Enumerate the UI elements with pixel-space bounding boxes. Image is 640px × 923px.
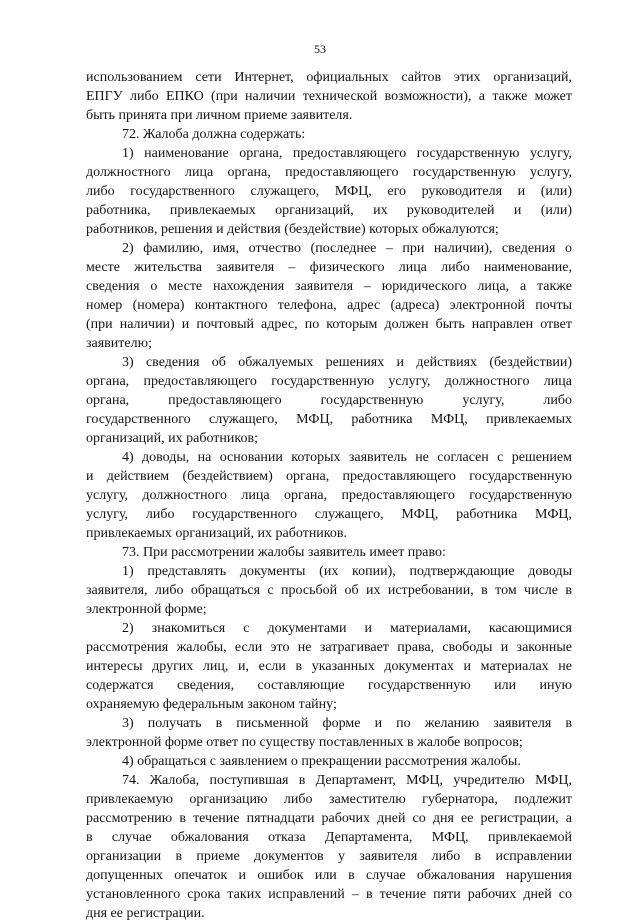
text-line: сведения о месте нахождения заявителя – юридического лица, а также — [86, 279, 572, 294]
text-line: ЕПГУ либо ЕПКО (при наличии технической возможности), а также может — [86, 89, 572, 104]
text-line: услугу, должностного лица органа, предоставляющего государственную — [86, 488, 572, 503]
text-line: работника, привлекаемых организаций, их руководителей и (или) — [86, 203, 572, 218]
text-line: номер (номера) контактного телефона, адрес (адреса) электронной почты — [86, 298, 572, 313]
text-line: органа, предоставляющего государственную услугу, либо — [86, 393, 572, 408]
text-line: работников, решения и действия (бездействие) которых обжалуются; — [86, 222, 499, 237]
text-line: рассмотрения жалобы, если это не затрагивает права, свободы и законные — [86, 640, 572, 655]
text-line: 3) сведения об обжалуемых решениях и действиях (бездействии) — [122, 355, 572, 370]
text-line: 2) знакомиться с документами и материалами, касающимися — [122, 621, 572, 636]
text-line: установленного срока таких исправлений – в течение пяти рабочих дней со — [86, 887, 572, 902]
text-line: интересы других лиц, и, если в указанных документах и материалах не — [86, 659, 572, 674]
text-line: использованием сети Интернет, официальных сайтов этих организаций, — [86, 70, 572, 85]
text-line: органа, предоставляющего государственную услугу, должностного лица — [86, 374, 572, 389]
text-line: либо государственного служащего, МФЦ, его руководителя и (или) — [86, 184, 572, 199]
text-line: рассмотрению в течение пятнадцати рабочих дней со дня ее регистрации, а — [86, 811, 572, 826]
text-line: быть принята при личном приеме заявителя. — [86, 108, 353, 123]
page-number: 53 — [314, 42, 326, 56]
text-line: 4) доводы, на основании которых заявитель не согласен с решением — [122, 450, 572, 465]
text-line: организаций, их работников; — [86, 431, 258, 446]
text-line: 74. Жалоба, поступившая в Департамент, МФЦ, учредителю МФЦ, — [122, 773, 572, 788]
text-line: электронной форме ответ по существу поставленных в жалобе вопросов; — [86, 735, 523, 750]
text-line: 4) обращаться с заявлением о прекращении рассмотрения жалобы. — [122, 754, 521, 769]
text-line: должностного лица органа, предоставляющего государственную услугу, — [86, 165, 572, 180]
text-line: допущенных опечаток и ошибок или в случае обжалования нарушения — [86, 868, 572, 883]
text-line: заявителя, либо обращаться с просьбой об их истребовании, в том числе в — [86, 583, 572, 598]
text-line: 73. При рассмотрении жалобы заявитель имеет право: — [122, 545, 446, 560]
document-body — [86, 68, 572, 923]
text-line: содержатся сведения, составляющие государственную или иную — [86, 678, 572, 693]
text-line: в случае обжалования отказа Департамента, МФЦ, привлекаемой — [86, 830, 572, 845]
text-line: заявителю; — [86, 336, 152, 351]
text-line: дня ее регистрации. — [86, 906, 205, 921]
text-line: привлекаемую организацию либо заместителю губернатора, подлежит — [86, 792, 572, 807]
text-line: 72. Жалоба должна содержать: — [122, 127, 306, 142]
text-line: привлекаемых организаций, их работников. — [86, 526, 348, 541]
text-line: охраняемую федеральным законом тайну; — [86, 697, 337, 712]
text-line: государственного служащего, МФЦ, работника МФЦ, привлекаемых — [86, 412, 572, 427]
text-line: месте жительства заявителя – физического лица либо наименование, — [86, 260, 572, 275]
text-line: услугу, либо государственного служащего, МФЦ, работника МФЦ, — [86, 507, 572, 522]
text-line: электронной форме; — [86, 602, 207, 617]
text-line: (при наличии) и почтовый адрес, по которым должен быть направлен ответ — [86, 317, 572, 332]
text-line: 2) фамилию, имя, отчество (последнее – при наличии), сведения о — [122, 241, 572, 256]
text-line: и действием (бездействием) органа, предоставляющего государственную — [86, 469, 572, 484]
text-line: 3) получать в письменной форме и по желанию заявителя в — [122, 716, 572, 731]
text-line: организации в приеме документов у заявителя либо в исправлении — [86, 849, 572, 864]
text-line: 1) наименование органа, предоставляющего государственную услугу, — [122, 146, 572, 161]
text-line: 1) представлять документы (их копии), подтверждающие доводы — [122, 564, 572, 579]
